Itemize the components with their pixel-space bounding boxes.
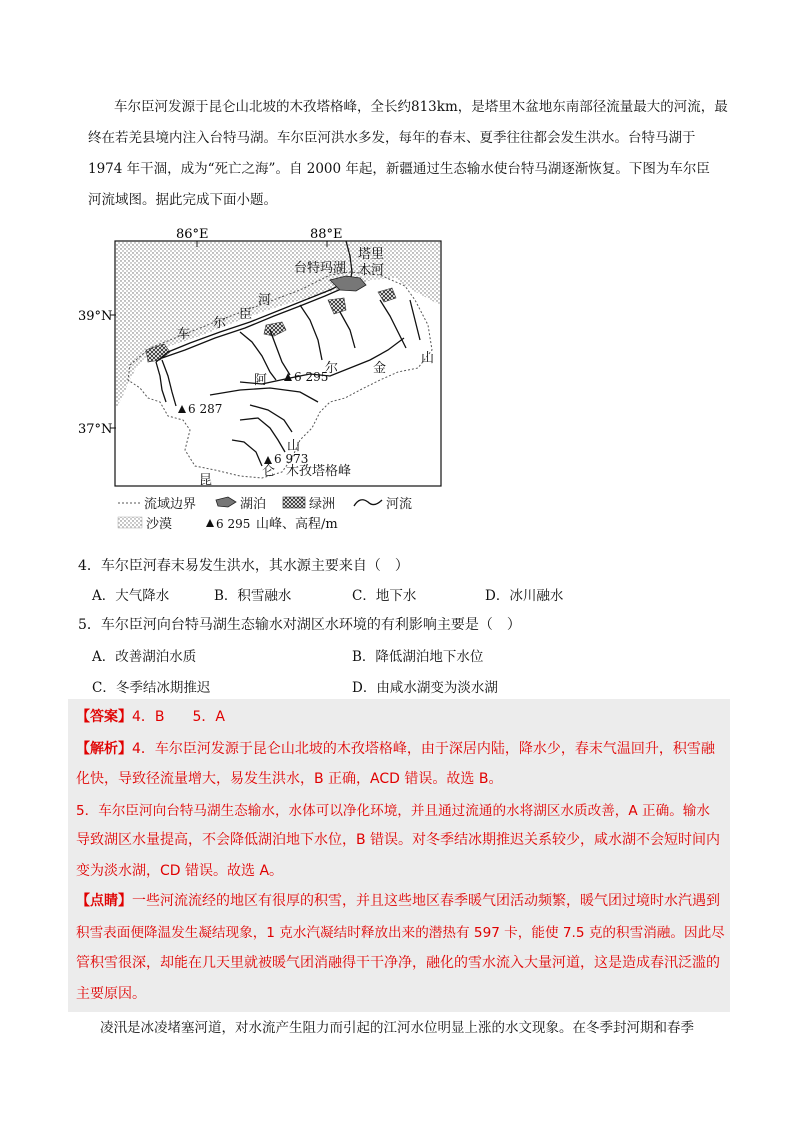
q5-option-c: C．冬季结冰期推迟 [92,680,211,696]
legend-river: 河流 [386,497,413,512]
lat-label-37: 37°N [78,422,113,437]
label-tarim-2: 木河 [358,263,385,278]
legend-lake: 湖泊 [240,497,267,512]
q4-option-c: C．地下水 [352,588,417,604]
tip-line-1: 【点睛】一些河流流经的地区有很厚的积雪，并且这些地区春季暖气团活动频繁，暖气团过境时水汽遇到 [76,893,720,909]
analysis-tag: 【解析】 [76,741,132,757]
label-chen: 臣 [239,307,253,322]
next-paragraph: 凌汛是冰凌堵塞河道，对水流产生阻力而引起的江河水位明显上涨的水文现象。在冬季封河期和春季 [100,1020,694,1036]
peak-label-6973: 6 973 [274,452,309,466]
analysis-line-4: 导致湖区水量提高，不会降低湖泊地下水位，B 错误。对冬季结冰期推迟关系较少，咸水湖不会短时间内 [76,832,721,848]
tip-tag: 【点睛】 [76,893,132,909]
label-taitema: 台特玛湖 [294,261,347,276]
legend-lake-symbol [216,497,236,507]
tip-line-4: 主要原因。 [76,986,146,1002]
label-che: 车 [177,327,191,342]
answer-text: 4．B 5．A [132,709,225,725]
label-muztag: 木孜塔格峰 [286,464,352,479]
question-4-stem: 4．车尔臣河春末易发生洪水，其水源主要来自（ ） [78,558,409,574]
label-he: 河 [258,293,272,308]
legend-peak-desc: 山峰、高程/m [256,517,338,532]
question-5-stem: 5．车尔臣河向台特马湖生态输水对湖区水环境的有利影响主要是（ ） [78,617,521,633]
lat-label-39: 39°N [78,309,113,324]
label-a: 阿 [254,373,268,388]
q5-option-a: A．改善湖泊水质 [92,649,197,665]
map-legend [118,496,412,532]
answer-tag: 【答案】 [76,709,132,725]
label-shan-2: 山 [287,439,301,454]
label-kun: 昆 [199,473,213,488]
legend-river-symbol [354,500,382,506]
q5-option-b: B．降低湖泊地下水位 [352,649,484,665]
legend-peak-icon [206,519,214,527]
analysis-line-3: 5．车尔臣河向台特马湖生态输水，水体可以净化环境，并且通过流通的水将湖区水质改善，A 正确。输水 [76,803,710,819]
legend-boundary: 流域边界 [144,497,197,512]
q5-option-d: D．由咸水湖变为淡水湖 [352,680,498,696]
peak-label-6295: 6 295 [294,370,329,384]
analysis-line-5: 变为淡水湖，CD 错误。故选 A。 [76,863,284,879]
river-basin-map [0,0,800,540]
legend-desert: 沙漠 [146,517,173,532]
lon-label-88: 88°E [310,227,343,242]
analysis-line-2: 化快，导致径流量增大，易发生洪水，B 正确，ACD 错误。故选 B。 [76,771,503,787]
label-tarim-1: 塔里 [358,247,385,262]
intro-line-3: 1974 年干涸，成为“死亡之海”。自 2000 年起，新疆通过生态输水使台特马湖逐渐恢复。下图为车尔臣 [88,161,710,177]
lon-label-86: 86°E [176,227,209,242]
q4-option-b: B．积雪融水 [214,588,292,604]
legend-desert-symbol [118,517,142,528]
label-shan: 山 [421,351,435,366]
label-lun: 仑 [262,464,276,479]
label-er: 尔 [213,316,227,331]
legend-oasis: 绿洲 [309,497,336,512]
label-er-2: 尔 [325,361,339,376]
tip-line-2: 积雪表面便降温发生凝结现象，1 克水汽凝结时释放出来的潜热有 597 卡，能使 7.5 克的积雪消融。因此尽 [76,925,725,941]
label-jin: 金 [373,361,387,376]
answer-line [76,706,225,726]
intro-line-2: 终在若羌县境内注入台特马湖。车尔臣河洪水多发，每年的春末、夏季往往都会发生洪水。台特马湖于 [88,130,696,146]
q4-option-a: A．大气降水 [92,588,170,604]
peak-label-6287: 6 287 [188,402,223,416]
legend-oasis-symbol [283,497,305,508]
legend-peak-value: 6 295 [216,517,251,531]
intro-line-1: 车尔臣河发源于昆仑山北坡的木孜塔格峰，全长约813km，是塔里木盆地东南部径流量最大的河流，最 [114,99,728,115]
analysis-line-1: 【解析】4．车尔臣河发源于昆仑山北坡的木孜塔格峰，由于深居内陆，降水少，春末气温回升，积雪融 [76,741,715,757]
intro-line-4: 河流域图。据此完成下面小题。 [88,192,277,208]
tip-line-3: 管积雪很深，却能在几天里就被暖气团消融得干干净净，融化的雪水流入大量河道，这是造成春汛泛滥的 [76,955,720,971]
q4-option-d: D．冰川融水 [485,588,564,604]
